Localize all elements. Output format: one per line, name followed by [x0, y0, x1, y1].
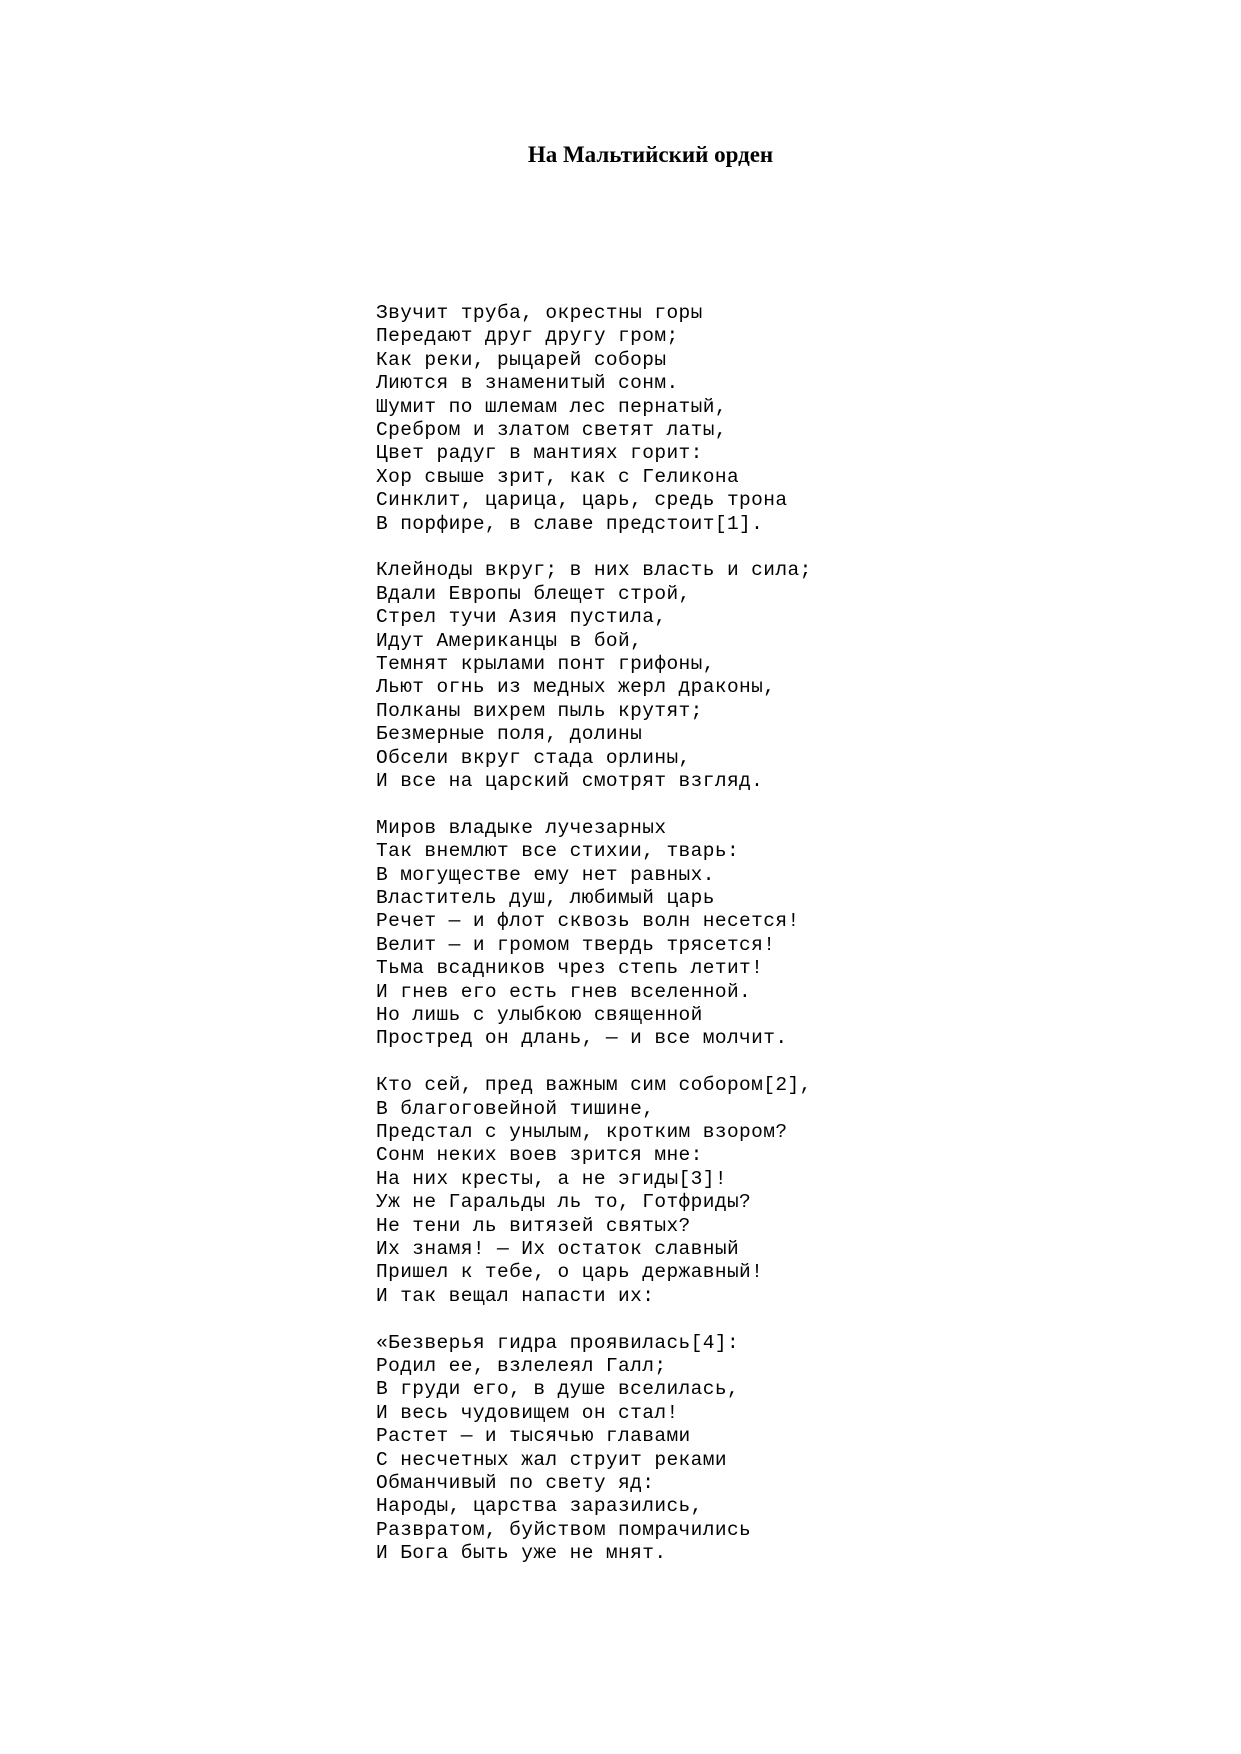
poem-line: Цвет радуг в мантиях горит:: [376, 442, 703, 465]
poem-line: Льют огнь из медных жерл драконы,: [376, 676, 776, 699]
poem-line: Растет — и тысячью главами: [376, 1425, 691, 1448]
poem-line: Темнят крылами понт грифоны,: [376, 652, 715, 675]
poem-line: Миров владыке лучезарных: [376, 816, 667, 839]
poem-line: Уж не Гаральды ль то, Готфриды?: [376, 1191, 752, 1214]
poem-line: Кто сей, пред важным сим собором[2],: [376, 1074, 812, 1097]
poem-line: В благоговейной тишине,: [376, 1097, 655, 1120]
poem-line: Вдали Европы блещет строй,: [376, 582, 691, 605]
poem-line: В порфире, в славе предстоит[1].: [376, 512, 764, 535]
poem-body: [376, 302, 812, 1589]
poem-line: Не тени ль витязей святых?: [376, 1214, 691, 1237]
poem-line: Клейноды вкруг; в них власть и сила;: [376, 559, 812, 582]
poem-line: Так внемлют все стихии, тварь:: [376, 840, 740, 863]
poem-line: В могуществе ему нет равных.: [376, 863, 715, 886]
page-title: На Мальтийский орден: [527, 142, 774, 167]
poem-line: Синклит, царица, царь, средь трона: [376, 489, 788, 512]
poem-line: Их знамя! — Их остаток славный: [376, 1237, 740, 1260]
poem-line: И все на царский смотрят взгляд.: [376, 769, 764, 792]
poem-line: С несчетных жал струит реками: [376, 1448, 727, 1471]
poem-line: Стрел тучи Азия пустила,: [376, 606, 667, 629]
poem-line: Передают друг другу гром;: [376, 325, 679, 348]
poem-line: И Бога быть уже не мнят.: [376, 1542, 667, 1565]
stanza: [376, 559, 812, 793]
poem-line: Предстал с унылым, кротким взором?: [376, 1121, 788, 1143]
poem-line: Обманчивый по свету яд:: [376, 1471, 655, 1494]
poem-line: Тьма всадников чрез степь летит!: [376, 957, 764, 980]
stanza: [376, 1332, 812, 1566]
poem-line: В груди его, в душе вселилась,: [376, 1378, 740, 1401]
poem-line: «Безверья гидра проявилась[4]:: [376, 1331, 740, 1354]
poem-line: Звучит труба, окрестны горы: [376, 302, 703, 324]
stanza: [376, 817, 812, 1051]
poem-line: И весь чудовищем он стал!: [376, 1401, 679, 1424]
poem-line: Но лишь с улыбкою священной: [376, 1003, 703, 1026]
stanza: [376, 302, 812, 536]
poem-line: Велит — и громом твердь трясется!: [376, 933, 776, 956]
poem-line: На них кресты, а не эгиды[3]!: [376, 1167, 727, 1190]
poem-line: Народы, царства заразились,: [376, 1495, 703, 1518]
poem-line: Обсели вкруг стада орлины,: [376, 746, 691, 769]
poem-line: Полканы вихрем пыль крутят;: [376, 699, 703, 722]
poem-line: Безмерные поля, долины: [376, 723, 643, 746]
poem-line: Властитель душ, любимый царь: [376, 886, 715, 909]
poem-line: Лиются в знаменитый сонм.: [376, 372, 679, 395]
poem-line: Как реки, рыцарей соборы: [376, 348, 667, 371]
stanza: [376, 1074, 812, 1308]
poem-line: Сонм неких воев зрится мне:: [376, 1144, 703, 1167]
poem-line: Пришел к тебе, о царь державный!: [376, 1261, 764, 1284]
poem-line: И гнев его есть гнев вселенной.: [376, 980, 752, 1003]
poem-line: Речет — и флот сквозь волн несется!: [376, 910, 800, 933]
poem-line: Идут Американцы в бой,: [376, 629, 643, 652]
poem-line: Родил ее, взлелеял Галл;: [376, 1355, 667, 1378]
poem-line: И так вещал напасти их:: [376, 1284, 655, 1307]
poem-line: Сребром и златом светят латы,: [376, 418, 727, 441]
poem-line: Шумит по шлемам лес пернатый,: [376, 395, 727, 418]
poem-line: Хор свыше зрит, как с Геликона: [376, 465, 740, 488]
poem-line: Развратом, буйством помрачились: [376, 1518, 752, 1541]
poem-line: Простред он длань, — и все молчит.: [376, 1027, 788, 1050]
